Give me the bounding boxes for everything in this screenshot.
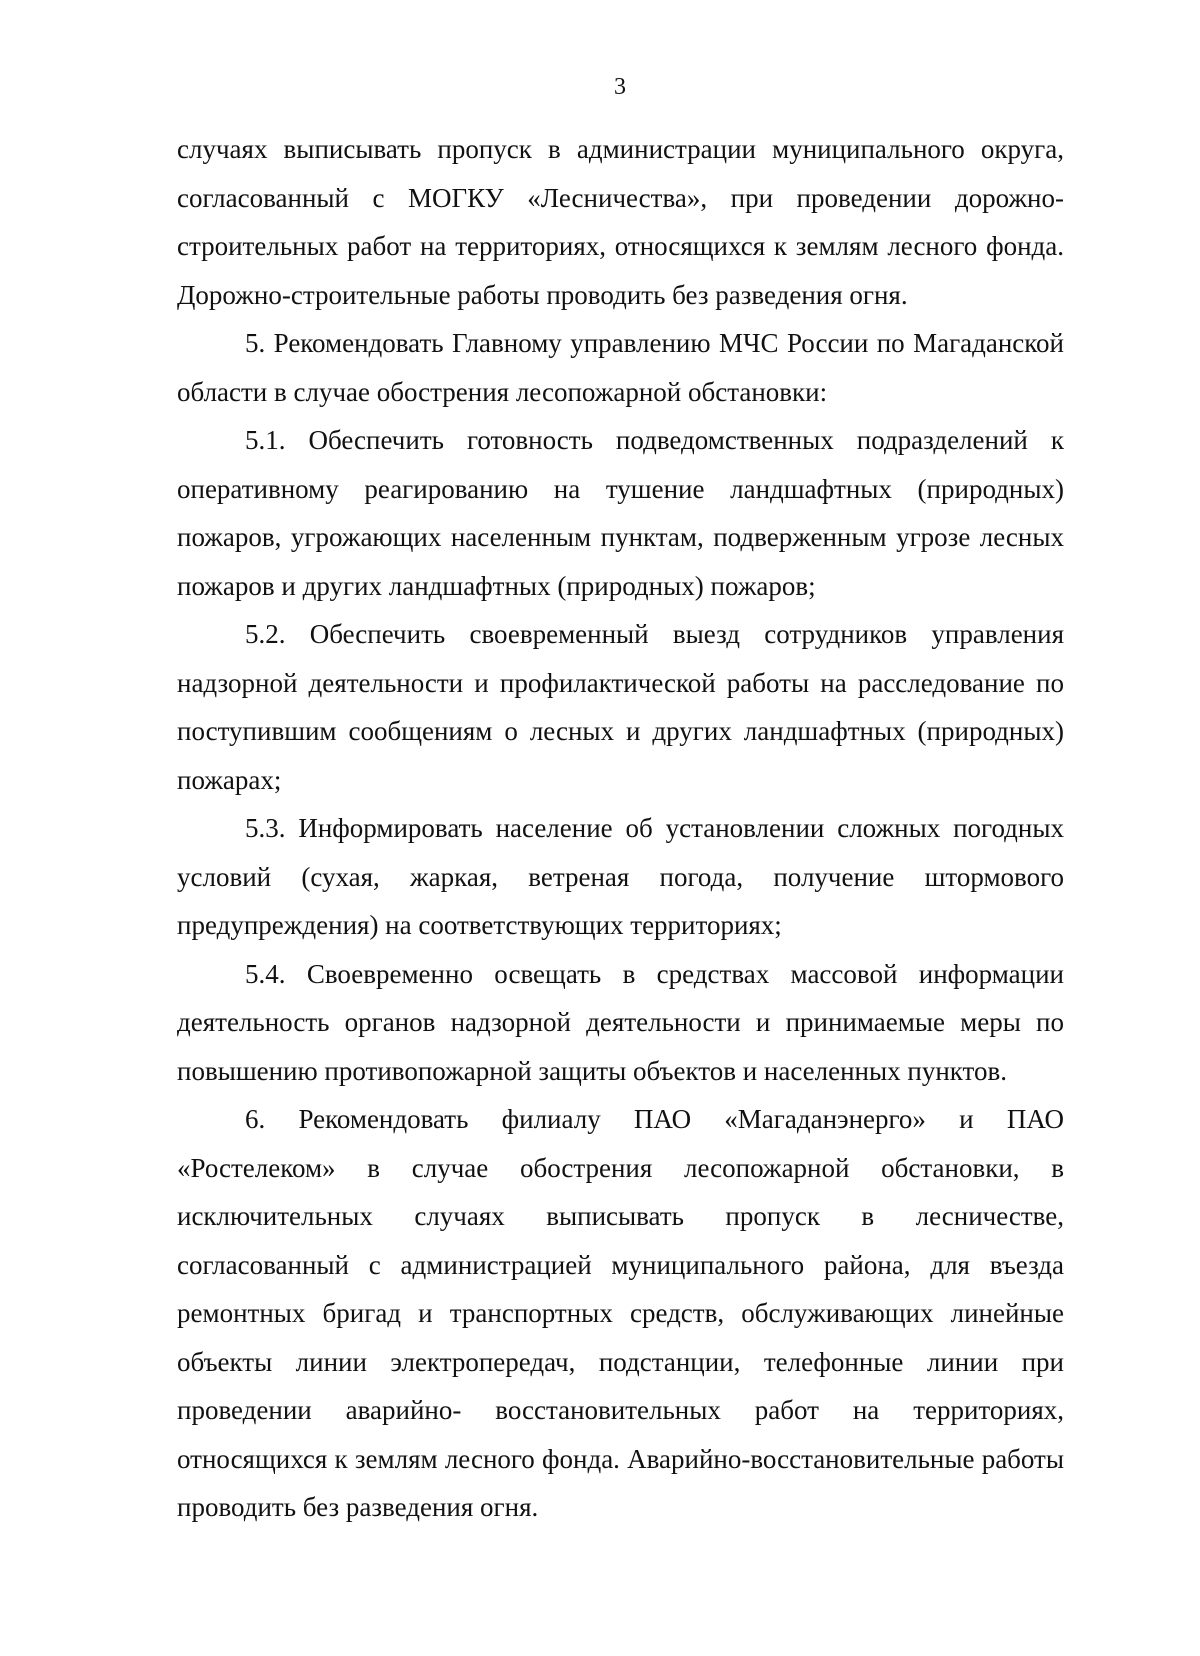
paragraph-item-5-1: 5.1. Обеспечить готовность подведомственных подразделений к оперативному реагированию на тушение ландшафтных (природных) пожаров, угрожающих населенным пунктам, подверженным угрозе лесных пожаров и других ландшафтных (природных) пожаров; (177, 425, 1064, 601)
paragraph-continuation: случаях выписывать пропуск в администрации муниципального округа, согласованный с МОГКУ «Лесничества», при проведении дорожно-строительных работ на территориях, относящихся к землям лесного фонда. Дорожно-строительные работы проводить без разведения огня. (177, 134, 1064, 310)
paragraph-item-5: 5. Рекомендовать Главному управлению МЧС России по Магаданской области в случае обострения лесопожарной обстановки: (177, 328, 1064, 407)
paragraph-item-5-4: 5.4. Своевременно освещать в средствах массовой информации деятельность органов надзорной деятельности и принимаемые меры по повышению противопожарной защиты объектов и населенных пунктов. (177, 958, 1064, 1086)
paragraph-item-5-3: 5.3. Информировать население об установлении сложных погодных условий (сухая, жаркая, ветреная погода, получение штормового предупреждения) на соответствующих территориях; (177, 813, 1064, 940)
paragraph-item-5-2: 5.2. Обеспечить своевременный выезд сотрудников управления надзорной деятельности и профилактической работы на расследование по поступившим сообщениям о лесных и других ландшафтных (природных) пожарах; (177, 619, 1064, 795)
document-body (177, 125, 1064, 1532)
page-number: 3 (614, 74, 626, 100)
paragraph-item-6: 6. Рекомендовать филиалу ПАО «Магаданэнерго» и ПАО «Ростелеком» в случае обострения лесопожарной обстановки, в исключительных случаях выписывать пропуск в лесничестве, согласованный с администрацией муниципального района, для въезда ремонтных бригад и транспортных средств, обслуживающих линейные объекты линии электропередач, подстанции, телефонные линии при проведении аварийно- восстановительных работ на территориях, относящихся к землям лесного фонда. Аварийно-восстановительные работы проводить без разведения огня. (177, 1104, 1064, 1522)
